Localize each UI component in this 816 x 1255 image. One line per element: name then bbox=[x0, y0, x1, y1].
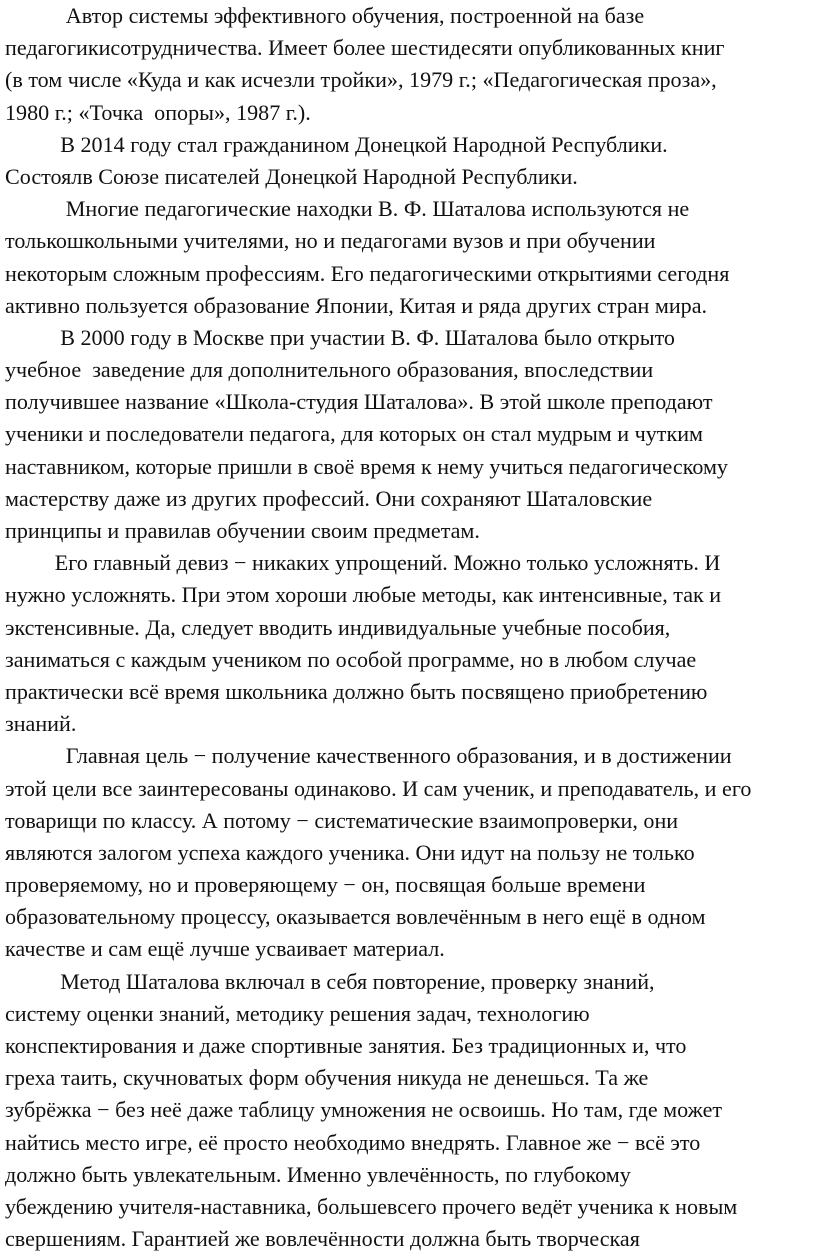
text-line: В 2014 году стал гражданином Донецкой Народной Республики. bbox=[5, 131, 668, 157]
text-line: должно быть увлекательным. Именно увлечённость, по глубокому bbox=[5, 1161, 631, 1187]
text-line: систему оценки знаний, методику решения задач, технологию bbox=[5, 1000, 590, 1026]
text-line: Метод Шаталова включал в себя повторение, проверку знаний, bbox=[5, 968, 655, 994]
text-line: греха таить, скучноватых форм обучения никуда не денешься. Та же bbox=[5, 1065, 649, 1091]
text-line: принципы и правилав обучении своим предметам. bbox=[5, 518, 480, 543]
text-line: товарищи по классу. А потому − систематические взаимопроверки, они bbox=[5, 807, 679, 833]
text-line: наставником, которые пришли в своё время к нему учиться педагогическому bbox=[5, 453, 728, 479]
text-line: Его главный девиз − никаких упрощений. Можно только усложнять. И bbox=[5, 550, 721, 576]
text-line: знаний. bbox=[5, 711, 77, 737]
text-line: убеждению учителя-наставника, большевсего прочего ведёт ученика к новым bbox=[5, 1193, 738, 1219]
text-line: нужно усложнять. При этом хороши любые методы, как интенсивные, так и bbox=[5, 582, 722, 608]
text-line: толькошкольными учителями, но и педагогами вузов и при обучении bbox=[5, 228, 656, 254]
text-line: найтись место игре, её просто необходимо внедрять. Главное же − всё это bbox=[5, 1129, 701, 1155]
text-line: свершениям. Гарантией же вовлечённости должна быть творческая bbox=[5, 1226, 640, 1252]
text-line: учебное заведение для дополнительного образования, впоследствии bbox=[5, 357, 654, 383]
text-line: проверяемому, но и проверяющему − он, посвящая больше времени bbox=[5, 872, 646, 898]
text-line: мастерству даже из других профессий. Они сохраняют Шаталовские bbox=[5, 485, 653, 511]
text-line: Главная цель − получение качественного образования, и в достижении bbox=[5, 743, 732, 769]
text-line: зубрёжка − без неё даже таблицу умножения не освоишь. Но там, где может bbox=[5, 1097, 723, 1123]
text-line: экстенсивные. Да, следует вводить индивидуальные учебные пособия, bbox=[5, 614, 671, 640]
document-page bbox=[5, 0, 811, 1255]
text-line: практически всё время школьника должно быть посвящено приобретению bbox=[5, 678, 708, 704]
text-line: некоторым сложным профессиям. Его педагогическими открытиями сегодня bbox=[5, 260, 730, 286]
text-line: В 2000 году в Москве при участии В. Ф. Шаталова было открыто bbox=[5, 324, 675, 350]
text-line: этой цели все заинтересованы одинаково. И сам ученик, и преподаватель, и его bbox=[5, 775, 752, 801]
text-line: 1980 г.; «Точка опоры», 1987 г.). bbox=[5, 99, 311, 125]
text-line: образовательному процессу, оказывается вовлечённым в него ещё в одном bbox=[5, 904, 706, 930]
text-line: конспектирования и даже спортивные занятия. Без традиционных и, что bbox=[5, 1033, 687, 1058]
text-line: активно пользуется образование Японии, Китая и ряда других стран мира. bbox=[5, 292, 708, 318]
text-line: педагогикисотрудничества. Имеет более шестидесяти опубликованных книг bbox=[5, 35, 725, 61]
text-line: получившее название «Школа-студия Шаталова». В этой школе преподают bbox=[5, 389, 713, 415]
text-line: (в том числе «Куда и как исчезли тройки», 1979 г.; «Педагогическая проза», bbox=[5, 67, 717, 93]
text-line: ученики и последователи педагога, для которых он стал мудрым и чутким bbox=[5, 421, 704, 447]
text-line: Автор системы эффективного обучения, построенной на базе bbox=[5, 3, 645, 28]
text-line: Состоялв Союзе писателей Донецкой Народной Республики. bbox=[5, 163, 578, 189]
text-line: заниматься с каждым учеником по особой программе, но в любом случае bbox=[5, 646, 697, 672]
text-line: являются залогом успеха каждого ученика. Они идут на пользу не только bbox=[5, 839, 695, 865]
text-line: Многие педагогические находки В. Ф. Шаталова используются не bbox=[5, 196, 690, 222]
text-line: качестве и сам ещё лучше усваивает материал. bbox=[5, 936, 445, 962]
